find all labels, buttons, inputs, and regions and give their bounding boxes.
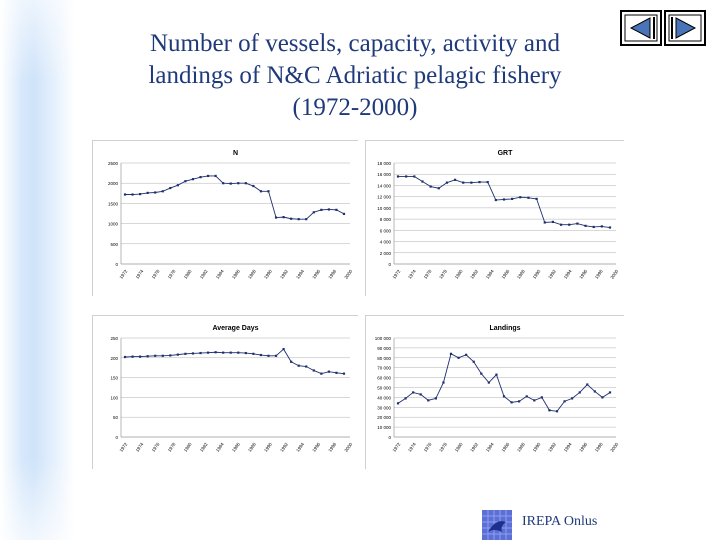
y-tick-label: 18 000: [377, 161, 391, 166]
y-tick-label: 250: [110, 336, 118, 341]
data-point: [230, 352, 232, 354]
y-tick-label: 30 000: [377, 405, 391, 411]
data-point: [536, 198, 538, 200]
y-tick-label: 0: [388, 262, 391, 267]
data-point: [282, 348, 284, 350]
slide-title: [95, 28, 615, 124]
x-tick-label: 1976: [422, 441, 433, 453]
x-tick-label: 1988: [516, 441, 526, 453]
data-point: [199, 352, 201, 354]
data-point: [503, 198, 505, 200]
next-slide-button[interactable]: [664, 10, 706, 46]
y-tick-label: 2000: [107, 181, 118, 187]
data-point: [298, 365, 300, 367]
x-tick-label: 1992: [547, 441, 558, 453]
data-point: [320, 209, 322, 211]
x-tick-label: 1990: [531, 268, 542, 280]
prev-arrow-icon: [622, 12, 660, 44]
y-tick-label: 0: [115, 435, 118, 440]
title-line-2: landings of N&C Adriatic pelagic fishery: [148, 62, 562, 89]
chart-panel-n: [92, 140, 358, 296]
data-point: [260, 190, 262, 192]
prev-slide-button[interactable]: [620, 10, 662, 46]
y-tick-label: 14 000: [377, 183, 391, 189]
x-tick-label: 1992: [279, 268, 290, 280]
data-point: [298, 218, 300, 220]
y-tick-label: 2 000: [379, 250, 391, 256]
x-tick-label: 1976: [150, 268, 161, 280]
x-tick-label: 1992: [279, 441, 290, 453]
data-point: [413, 175, 415, 177]
data-point: [548, 409, 550, 411]
data-point: [430, 185, 432, 187]
data-point: [343, 373, 345, 375]
x-tick-label: 1974: [134, 441, 145, 453]
data-point: [465, 354, 467, 356]
chart-average-days: [93, 316, 358, 469]
x-tick-label: 1974: [407, 268, 417, 280]
x-tick-label: 1976: [150, 441, 161, 453]
y-tick-label: 4 000: [379, 239, 391, 245]
decorative-side-band: [0, 0, 75, 540]
data-point: [609, 226, 611, 228]
series-line: [398, 354, 610, 411]
chart-title: Average Days: [212, 325, 259, 332]
x-tick-label: 1980: [453, 441, 464, 453]
x-tick-label: 2000: [609, 268, 620, 280]
data-point: [199, 176, 201, 178]
data-point: [335, 372, 337, 374]
data-point: [495, 374, 497, 376]
data-point: [320, 373, 322, 375]
x-tick-label: 1996: [578, 268, 589, 280]
y-tick-label: 1500: [107, 201, 118, 207]
x-tick-label: 1974: [407, 441, 417, 453]
data-point: [470, 182, 472, 184]
x-tick-label: 1972: [391, 268, 402, 280]
y-tick-label: 20 000: [377, 415, 391, 421]
data-point: [568, 224, 570, 226]
x-tick-label: 1986: [230, 268, 241, 280]
x-tick-label: 1972: [391, 441, 402, 453]
data-point: [139, 356, 141, 358]
x-tick-label: 1998: [327, 268, 338, 280]
data-point: [275, 216, 277, 218]
y-tick-label: 0: [388, 435, 391, 440]
series-line: [125, 349, 344, 374]
y-tick-label: 100: [110, 395, 118, 401]
data-point: [245, 182, 247, 184]
data-point: [586, 383, 588, 385]
data-point: [252, 353, 254, 355]
x-tick-label: 1982: [469, 268, 480, 280]
data-point: [480, 373, 482, 375]
x-tick-label: 1986: [230, 441, 241, 453]
chart-landings: [366, 316, 624, 469]
data-point: [131, 356, 133, 358]
x-tick-label: 1986: [500, 268, 511, 280]
data-point: [571, 397, 573, 399]
data-point: [162, 355, 164, 357]
data-point: [222, 352, 224, 354]
irepa-logo-icon: [482, 510, 512, 540]
data-point: [305, 365, 307, 367]
data-point: [412, 391, 414, 393]
data-point: [207, 352, 209, 354]
x-tick-label: 1978: [438, 268, 449, 280]
y-tick-label: 70 000: [377, 365, 391, 371]
data-point: [405, 175, 407, 177]
y-tick-label: 10 000: [377, 205, 391, 211]
data-point: [576, 223, 578, 225]
x-tick-label: 1972: [118, 441, 129, 453]
x-tick-label: 1996: [311, 268, 322, 280]
x-tick-label: 1984: [484, 268, 495, 280]
data-point: [267, 355, 269, 357]
data-point: [305, 218, 307, 220]
y-tick-label: 100 000: [374, 336, 391, 341]
x-tick-label: 1986: [500, 441, 511, 453]
data-point: [404, 397, 406, 399]
data-point: [313, 211, 315, 213]
data-point: [533, 399, 535, 401]
data-point: [594, 390, 596, 392]
data-point: [541, 396, 543, 398]
chart-title: GRT: [497, 150, 513, 157]
data-point: [488, 381, 490, 383]
data-point: [275, 355, 277, 357]
x-tick-label: 1994: [295, 441, 306, 453]
title-line-3: (1972-2000): [292, 94, 418, 121]
data-point: [260, 354, 262, 356]
data-point: [207, 175, 209, 177]
data-point: [124, 356, 126, 358]
x-tick-label: 1998: [327, 441, 338, 453]
data-point: [427, 399, 429, 401]
data-point: [526, 395, 528, 397]
data-point: [215, 351, 217, 353]
data-point: [192, 352, 194, 354]
x-tick-label: 1988: [247, 268, 257, 280]
x-tick-label: 1994: [295, 268, 306, 280]
data-point: [169, 187, 171, 189]
x-tick-label: 1998: [593, 441, 604, 453]
data-point: [313, 369, 315, 371]
chart-panel-average-days: [92, 315, 358, 469]
data-point: [519, 196, 521, 198]
data-point: [518, 400, 520, 402]
data-point: [563, 400, 565, 402]
y-tick-label: 500: [110, 241, 118, 247]
data-point: [237, 182, 239, 184]
chart-n: [93, 141, 358, 296]
data-point: [435, 397, 437, 399]
data-point: [450, 353, 452, 355]
data-point: [560, 224, 562, 226]
data-point: [154, 355, 156, 357]
next-arrow-icon: [666, 12, 704, 44]
data-point: [397, 402, 399, 404]
x-tick-label: 1984: [214, 441, 225, 453]
data-point: [503, 395, 505, 397]
series-line: [398, 176, 610, 227]
data-point: [139, 193, 141, 195]
x-tick-label: 1992: [547, 268, 558, 280]
x-tick-label: 2000: [343, 441, 354, 453]
x-tick-label: 1978: [166, 441, 177, 453]
x-tick-label: 1996: [578, 441, 589, 453]
data-point: [584, 225, 586, 227]
x-tick-label: 1980: [182, 441, 193, 453]
data-point: [442, 381, 444, 383]
y-tick-label: 2500: [107, 161, 118, 166]
data-point: [593, 226, 595, 228]
x-tick-label: 1988: [516, 268, 526, 280]
x-tick-label: 1990: [263, 441, 273, 453]
x-tick-label: 1990: [531, 441, 542, 453]
x-tick-label: 1978: [438, 441, 449, 453]
y-tick-label: 12 000: [377, 194, 391, 200]
series-line: [125, 176, 344, 219]
chart-title: Landings: [489, 325, 521, 332]
data-point: [290, 218, 292, 220]
data-point: [335, 209, 337, 211]
x-tick-label: 1978: [166, 268, 177, 280]
x-tick-label: 2000: [343, 268, 354, 280]
y-tick-label: 0: [115, 262, 118, 267]
x-tick-label: 1982: [198, 268, 209, 280]
data-point: [544, 221, 546, 223]
data-point: [457, 357, 459, 359]
y-tick-label: 6 000: [379, 228, 391, 234]
chart-panel-grt: [365, 140, 624, 296]
title-line-1: Number of vessels, capacity, activity and: [149, 30, 561, 57]
data-point: [510, 401, 512, 403]
x-tick-label: 1974: [134, 268, 145, 280]
data-point: [184, 180, 186, 182]
data-point: [446, 182, 448, 184]
chart-title: N: [232, 150, 239, 157]
data-point: [169, 354, 171, 356]
data-point: [192, 178, 194, 180]
data-point: [556, 410, 558, 412]
x-tick-label: 1996: [311, 441, 322, 453]
footer-organization: IREPA Onlus: [522, 514, 598, 529]
data-point: [420, 393, 422, 395]
data-point: [131, 193, 133, 195]
data-point: [215, 175, 217, 177]
data-point: [343, 213, 345, 215]
data-point: [397, 175, 399, 177]
data-point: [579, 391, 581, 393]
y-tick-label: 40 000: [377, 395, 391, 401]
x-tick-label: 1982: [198, 441, 209, 453]
data-point: [552, 221, 554, 223]
data-point: [290, 361, 292, 363]
data-point: [177, 354, 179, 356]
data-point: [154, 191, 156, 193]
data-point: [609, 391, 611, 393]
x-tick-label: 1994: [562, 268, 573, 280]
chart-grt: [366, 141, 624, 296]
x-tick-label: 1976: [422, 268, 433, 280]
data-point: [147, 192, 149, 194]
data-point: [282, 216, 284, 218]
data-point: [487, 181, 489, 183]
x-tick-label: 1972: [118, 268, 129, 280]
x-tick-label: 2000: [609, 441, 620, 453]
data-point: [245, 352, 247, 354]
y-tick-label: 8 000: [379, 217, 391, 223]
data-point: [462, 182, 464, 184]
y-tick-label: 1000: [107, 221, 118, 227]
data-point: [454, 179, 456, 181]
data-point: [495, 199, 497, 201]
data-point: [177, 184, 179, 186]
y-tick-label: 50 000: [377, 385, 391, 391]
data-point: [473, 361, 475, 363]
y-tick-label: 80 000: [377, 355, 391, 361]
data-point: [184, 353, 186, 355]
data-point: [511, 198, 513, 200]
x-tick-label: 1980: [182, 268, 193, 280]
y-tick-label: 90 000: [377, 345, 391, 351]
data-point: [328, 371, 330, 373]
data-point: [252, 185, 254, 187]
data-point: [601, 225, 603, 227]
data-point: [478, 181, 480, 183]
data-point: [124, 193, 126, 195]
data-point: [421, 180, 423, 182]
data-point: [230, 183, 232, 185]
y-tick-label: 16 000: [377, 172, 391, 178]
data-point: [162, 190, 164, 192]
x-tick-label: 1998: [593, 268, 604, 280]
chart-panel-landings: [365, 315, 624, 469]
x-tick-label: 1984: [214, 268, 225, 280]
x-tick-label: 1990: [263, 268, 273, 280]
y-tick-label: 50: [112, 415, 118, 421]
y-tick-label: 10 000: [377, 425, 391, 431]
x-tick-label: 1984: [484, 441, 495, 453]
data-point: [147, 355, 149, 357]
data-point: [222, 182, 224, 184]
data-point: [527, 197, 529, 199]
data-point: [237, 352, 239, 354]
x-tick-label: 1982: [469, 441, 480, 453]
y-tick-label: 150: [110, 375, 118, 381]
data-point: [328, 208, 330, 210]
x-tick-label: 1988: [247, 441, 257, 453]
x-tick-label: 1980: [453, 268, 464, 280]
x-tick-label: 1994: [562, 441, 573, 453]
y-tick-label: 200: [110, 355, 118, 361]
data-point: [438, 187, 440, 189]
y-tick-label: 60 000: [377, 375, 391, 381]
data-point: [267, 190, 269, 192]
data-point: [601, 396, 603, 398]
